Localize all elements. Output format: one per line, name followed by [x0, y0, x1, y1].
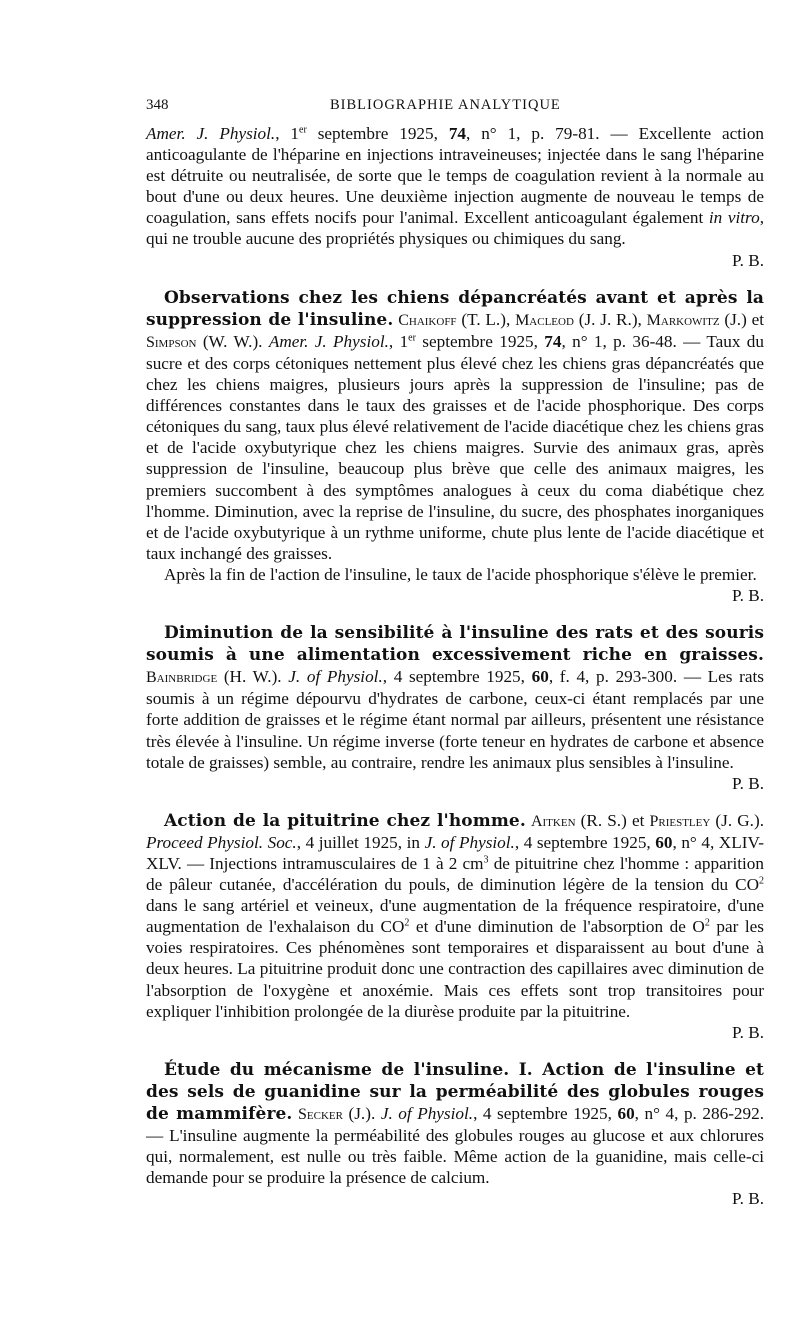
entry-text: , qui ne trouble aucune des propriétés physiques ou chimiques du sang. [146, 208, 764, 249]
entry-text: , f. 4, p. 293-300. — Les rats soumis à un régime dépourvu d'hydrates de carbone, ceux-ci étant remplacés par une forte addition de graisses et le régime étant normal par ailleurs, présentent une résistance très élevée à l'insuline. Un régime inverse (forte teneur en hydrates de carbone et absence totale de graisses) semble, au contraire, rendre les animaux plus sensibles à l'insuline. [146, 667, 764, 772]
entry-title: Observations chez les chiens dépancréatés avant et après la suppression de l'insuline. [146, 287, 764, 330]
entry-text: , 1 [275, 124, 300, 143]
author-name: Priestley [649, 812, 711, 830]
volume-number: 74 [448, 124, 467, 143]
author-initials: (R. S.) et [575, 810, 650, 830]
entry-text: , 4 septembre 1925, [382, 667, 532, 687]
journal-name: J. of Physiol. [380, 1104, 474, 1124]
volume-number: 60 [617, 1104, 635, 1124]
author-initials: (J.) et [719, 309, 765, 329]
bibliography-entry-paragraph [146, 564, 764, 606]
journal-name: Proceed Physiol. Soc. [146, 832, 297, 852]
author-initials: (W. W.). [196, 331, 269, 351]
superscript: er [408, 332, 416, 344]
author-name: Macleod [515, 311, 574, 329]
journal-name: J. of Physiol. [424, 832, 515, 852]
entry-title: Diminution de la sensibilité à l'insuline des rats et des souris soumis à une alimentation excessivement riche en graisses. [146, 623, 764, 666]
volume-number: 74 [544, 331, 562, 351]
bibliography-entry [146, 622, 764, 794]
entry-text: , 4 septembre 1925, [514, 832, 656, 852]
author-initials: (J. J. R.), [573, 309, 647, 329]
entry-text: , n° 1, p. 36-48. — Taux du sucre et des corps cétoniques nettement plus élevé chez les chiens gras dépancréatés que chez les chiens maigres, plusieurs jours après la suppression de l'insuline; pas de différences constantes dans le taux des graisses et de l'acide phosphorique. Des corps cétoniques du sang, taux plus élevé relativement de l'acide diacétique chez les chiens gras et de l'acide oxybutyrique chez les chiens maigres. Survie des animaux gras, après suppression de l'insuline, beaucoup plus brève que celle des animaux maigres, les premiers succombent à des symptômes analogues à ceux du coma diabétique chez l'homme. Diminution, avec la reprise de l'insuline, du sucre, des phosphates inorganiques et de l'acide oxybutyrique à un rythme uniforme, chute plus lente de l'acide diacétique et taux inchangé des graisses. [146, 331, 764, 563]
volume-number: 60 [531, 667, 549, 687]
entry-text: , 1 [388, 331, 409, 351]
entry-text: dans le sang artériel et veineux, d'une augmentation de la fréquence respiratoire, d'une augmentation de l'exhalaison du CO [146, 896, 764, 937]
entry-text: septembre 1925, [415, 331, 545, 351]
entry-text: de pituitrine chez l'homme : apparition de pâleur cutanée, d'accélération du pouls, de diminution légère de la tension du CO [146, 854, 764, 895]
signature: P. B. [731, 250, 764, 270]
author-initials: (J. G.). [710, 810, 764, 830]
superscript: 3 [483, 854, 489, 866]
journal-name: Amer. J. Physiol. [268, 331, 389, 351]
page-header [146, 95, 764, 119]
entry-title: Action de la pituitrine chez l'homme. [164, 810, 526, 831]
entry-text: Après la fin de l'action de l'insuline, le taux de l'acide phosphorique s'élève le premier. [164, 564, 757, 584]
entry-text: septembre 1925, [306, 124, 449, 143]
italic-term: in vitro [708, 208, 760, 228]
signature: P. B. [731, 1189, 764, 1209]
author-initials: (T. L.), [456, 309, 516, 329]
superscript: 2 [704, 917, 710, 929]
author-name: Aitken [530, 812, 576, 830]
entry-text: , n° 1, p. 79-81. — Excellente action anticoagulante de l'héparine en injections intraveineuses; injectée dans le sang l'héparine est détruite ou neutralisée, de sorte que le temps de coagulation revient à la normale au bout d'une ou deux heures. Une deuxième injection augmente de nouveau le temps de coagulation, sans effets nocifs pour l'animal. Excellent anticoagulant également [146, 124, 765, 228]
volume-number: 60 [655, 832, 673, 852]
bibliography-entry [146, 810, 764, 1043]
bibliography-entry [146, 1059, 764, 1210]
journal-name: Amer. J. Physiol. [146, 124, 276, 143]
author-name: Bainbridge [146, 669, 218, 687]
entry-title: Étude du mécanisme de l'insuline. I. Action de l'insuline et des sels de guanidine sur la perméabilité des globules rouges de mammifère. [146, 1059, 764, 1125]
signature: P. B. [731, 585, 764, 605]
page-number: 348 [146, 97, 169, 113]
superscript: er [299, 124, 307, 136]
author-initials: (J.). [342, 1104, 381, 1124]
author-name: Markowitz [646, 311, 720, 329]
entry-text: , 4 septembre 1925, [473, 1104, 618, 1124]
signature: P. B. [731, 1022, 764, 1042]
author-initials: (H. W.). [217, 667, 289, 687]
bibliography-entry [146, 287, 764, 564]
entry-text: par les voies respiratoires. Ces phénomènes sont temporaires et disparaissent au bout d'une à deux heures. La pituitrine produit donc une contraction des capillaires avec diminution de l'absorption de l'oxygène et anoxémie. Mais ces effets sont trop transitoires pour expliquer l'inhibition prolongée de la diurèse produite par la pituitrine. [146, 917, 764, 1021]
superscript: 2 [759, 875, 764, 887]
entry-text: , n° 4, XLIV-XLV. — Injections intramusculaires de 1 à 2 cm [146, 832, 764, 873]
entry-text: , n° 4, p. 286-292. — L'insuline augmente la perméabilité des globules rouges au glucose et aux chlorures qui, normalement, est nulle ou très faible. Même action de la guanidine, mais celle-ci demande pour se produire la présence de calcium. [146, 1104, 764, 1188]
entry-text: et d'une diminution de l'absorption de O [409, 917, 705, 937]
superscript: 2 [404, 917, 410, 929]
bibliography-entry-continuation [146, 123, 764, 271]
author-name: Simpson [146, 333, 197, 351]
author-name: Chaikoff [398, 311, 457, 329]
running-title: BIBLIOGRAPHIE ANALYTIQUE [330, 97, 561, 113]
signature: P. B. [731, 773, 764, 793]
journal-name: J. of Physiol. [288, 667, 383, 687]
author-name: Secker [298, 1106, 343, 1124]
document-page [146, 95, 764, 1210]
entry-text: , 4 juillet 1925, in [296, 832, 425, 852]
